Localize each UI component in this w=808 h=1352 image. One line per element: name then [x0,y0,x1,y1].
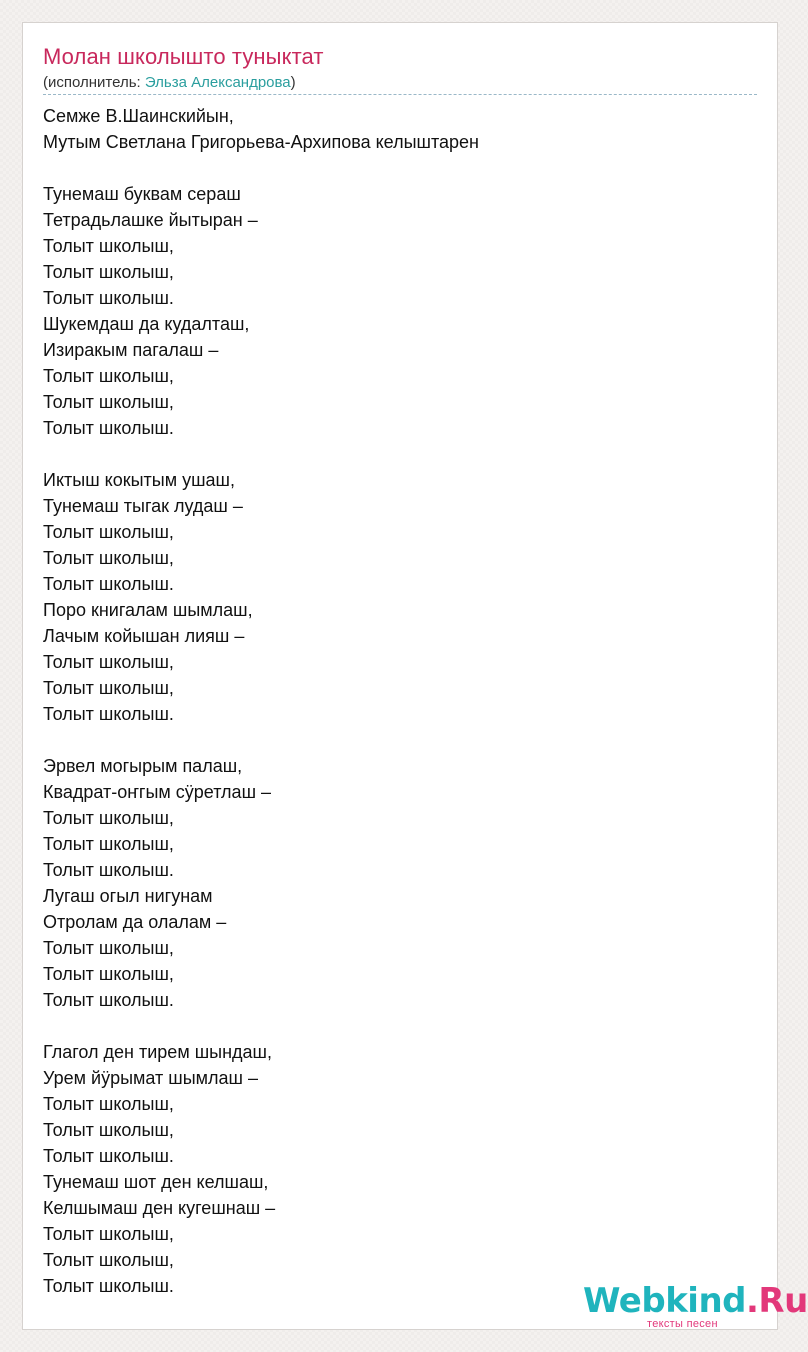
lyric-line: Тунемаш шот ден келшаш, [43,1172,269,1192]
lyric-line: Лачым койышан лияш – [43,626,245,646]
lyric-line: Шукемдаш да кудалташ, [43,314,250,334]
logo-tagline: тексты песен [647,1318,718,1330]
lyric-line: Тунемаш тыгак лудаш – [43,496,243,516]
lyric-line: Толыт школыш. [43,288,174,308]
song-title: Молан школышто туныктат [43,44,324,69]
lyric-line: Квадрат-оҥгым сӱретлаш – [43,782,272,802]
lyric-line: Иктыш кокытым ушаш, [43,470,235,490]
lyric-line: Толыт школыш, [43,808,174,828]
lyric-line: Толыт школыш, [43,652,174,672]
stanza-gap [43,727,479,753]
artist-suffix: ) [290,74,296,91]
lyric-line: Тунемаш буквам сераш [43,184,241,204]
lyric-line: Толыт школыш, [43,964,174,984]
logo-wordmark: Webkind.Ru [583,1281,808,1321]
lyric-line: Толыт школыш, [43,938,174,958]
lyric-line: Келшымаш ден кугешнаш – [43,1198,276,1218]
lyrics-card [22,22,808,1330]
lyric-line: Поро книгалам шымлаш, [43,600,253,620]
lyric-line: Толыт школыш, [43,1094,174,1114]
artist-prefix: (исполнитель: [43,74,145,91]
lyric-line: Толыт школыш, [43,548,174,568]
lyric-line: Толыт школыш. [43,418,174,438]
lyric-line: Толыт школыш, [43,1250,174,1270]
lyric-line: Семже В.Шаинскийын, [43,106,234,126]
lyric-line: Толыт школыш, [43,522,174,542]
stanza-gap [43,155,479,181]
artist-link[interactable]: Эльза Александрова [144,74,291,91]
lyric-line: Лугаш огыл нигунам [43,886,213,906]
lyric-line: Эрвел могырым палаш, [43,756,243,776]
lyric-line: Отролам да олалам – [43,912,227,932]
lyric-line: Толыт школыш. [43,574,174,594]
lyrics-text [43,103,479,1299]
title-divider [43,94,757,95]
lyric-line: Толыт школыш, [43,834,174,854]
lyric-line: Толыт школыш. [43,860,174,880]
lyric-line: Толыт школыш, [43,1224,174,1244]
lyric-line: Толыт школыш, [43,1120,174,1140]
stanza-gap [43,1013,479,1039]
stanza-gap [43,441,479,467]
lyric-line: Тетрадьлашке йытыран – [43,210,258,230]
lyric-line: Толыт школыш, [43,366,174,386]
artist-line [43,74,296,91]
lyric-line: Толыт школыш, [43,678,174,698]
lyric-line: Урем йӱрымат шымлаш – [43,1068,258,1088]
lyric-line: Толыт школыш. [43,1276,174,1296]
lyric-line: Толыт школыш, [43,392,174,412]
lyric-line: Толыт школыш. [43,704,174,724]
lyric-line: Толыт школыш. [43,990,174,1010]
lyric-line: Толыт школыш, [43,262,174,282]
lyric-line: Глагол ден тирем шындаш, [43,1042,272,1062]
lyric-line: Толыт школыш, [43,236,174,256]
lyric-line: Толыт школыш. [43,1146,174,1166]
webkind-logo[interactable] [583,1281,808,1331]
lyric-line: Мутым Светлана Григорьева-Архипова келыштарен [43,132,479,152]
lyric-line: Изиракым пагалаш – [43,340,219,360]
